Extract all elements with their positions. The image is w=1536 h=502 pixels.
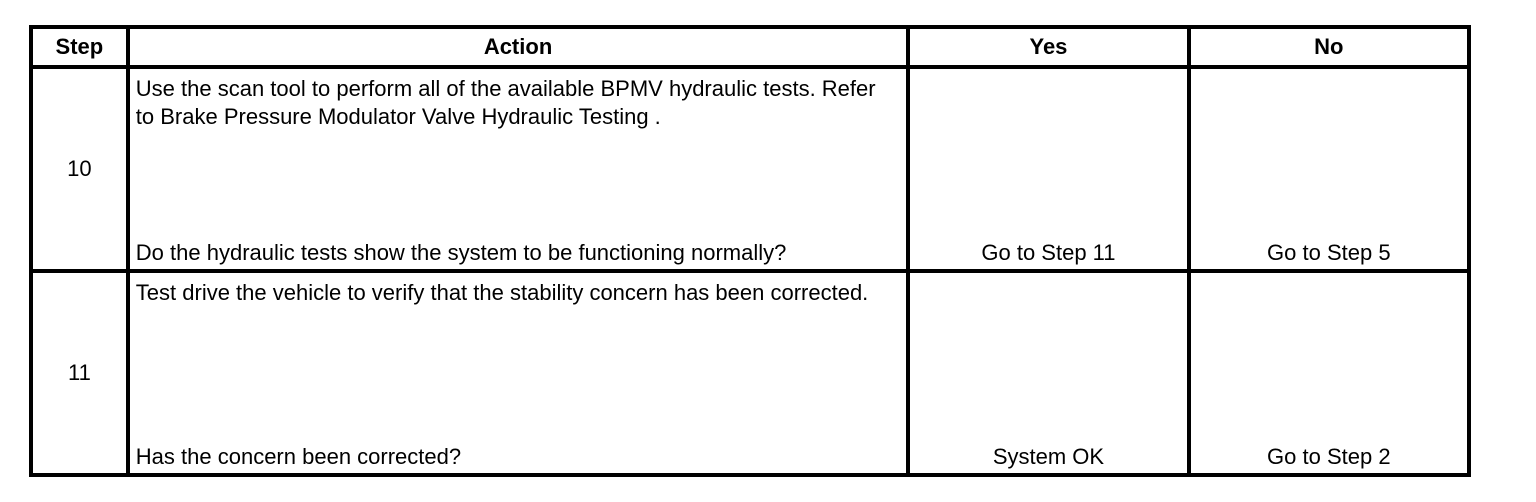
no-result: Go to Step 5 [1189,67,1469,271]
action-instruction: Test drive the vehicle to verify that the stability concern has been corrected. [135,280,869,305]
step-number: 11 [31,271,128,475]
header-yes: Yes [908,27,1188,67]
header-no: No [1189,27,1469,67]
header-step: Step [31,27,128,67]
action-cell [128,67,909,271]
table-row [31,67,1469,271]
no-result: Go to Step 2 [1189,271,1469,475]
diagnostic-step-table [29,25,1471,477]
action-question: Has the concern been corrected? [135,444,462,469]
action-cell [128,271,909,475]
yes-result: Go to Step 11 [908,67,1188,271]
table-header-row [31,27,1469,67]
yes-result: System OK [908,271,1188,475]
header-action: Action [128,27,909,67]
action-question: Do the hydraulic tests show the system to be functioning normally? [135,240,787,265]
step-number: 10 [31,67,128,271]
action-instruction: Use the scan tool to perform all of the available BPMV hydraulic tests. Refer to Brake Pressure Modulator Valve Hydraulic Testing . [135,76,876,129]
table-row [31,271,1469,475]
